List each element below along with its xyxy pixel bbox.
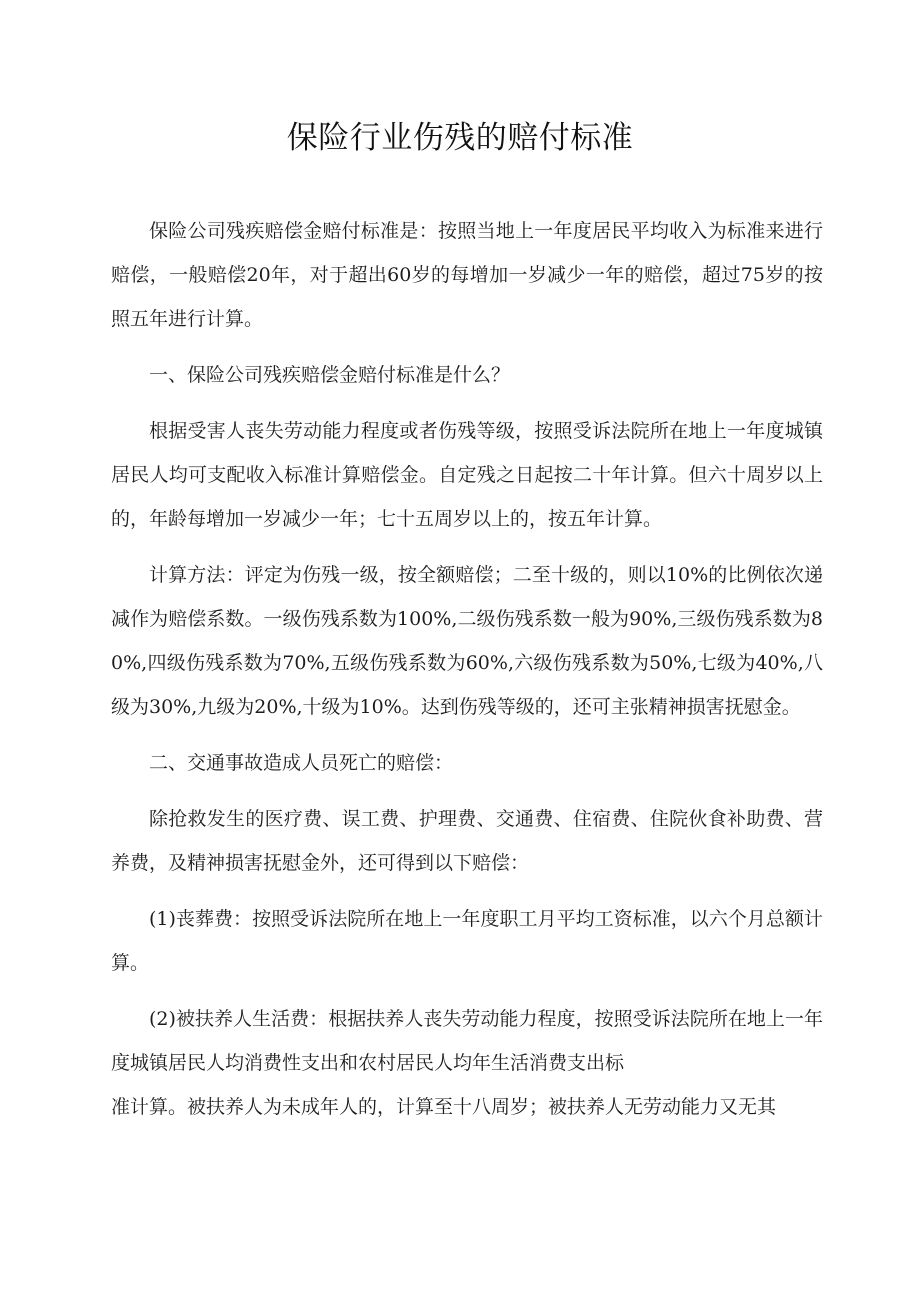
document-body — [111, 209, 823, 1129]
document-title: 保险行业伤残的赔付标准 — [286, 120, 634, 156]
calculation-method-paragraph: 计算方法：评定为伤残一级，按全额赔偿；二至十级的，则以10%的比例依次递减作为赔偿系数。一级伤残系数为100%,二级伤残系数一般为90%,三级伤残系数为80%,四级伤残系数为70%,五级伤残系数为60%,六级伤残系数为50%,七级为40%,八级为30%,九级为20%,十级为10%。达到伤残等级的，还可主张精神损害抚慰金。 — [111, 564, 823, 718]
section-heading-2: 二、交通事故造成人员死亡的赔偿： — [149, 752, 454, 774]
intro-paragraph: 保险公司残疾赔偿金赔付标准是：按照当地上一年度居民平均收入为标准来进行赔偿，一般赔偿20年，对于超出60岁的每增加一岁减少一年的赔偿，超过75岁的按照五年进行计算。 — [111, 220, 823, 330]
dependant-living-expense-paragraph: (2)被扶养人生活费：根据扶养人丧失劳动能力程度，按照受诉法院所在地上一年度城镇居民人均消费性支出和农村居民人均年生活消费支出标 — [111, 1008, 823, 1074]
dependant-living-expense-continued: 准计算。被扶养人为未成年人的，计算至十八周岁；被扶养人无劳动能力又无其 — [111, 1096, 777, 1118]
funeral-expense-paragraph: (1)丧葬费：按照受诉法院所在地上一年度职工月平均工资标准，以六个月总额计算。 — [111, 908, 823, 974]
section-2-paragraph: 除抢救发生的医疗费、误工费、护理费、交通费、住宿费、住院伙食补助费、营养费，及精神损害抚慰金外，还可得到以下赔偿： — [111, 808, 823, 874]
section-1-paragraph: 根据受害人丧失劳动能力程度或者伤残等级，按照受诉法院所在地上一年度城镇居民人均可支配收入标准计算赔偿金。自定残之日起按二十年计算。但六十周岁以上的，年龄每增加一岁减少一年；七十五周岁以上的，按五年计算。 — [111, 420, 823, 530]
section-heading-1: 一、保险公司残疾赔偿金赔付标准是什么？ — [149, 364, 511, 386]
